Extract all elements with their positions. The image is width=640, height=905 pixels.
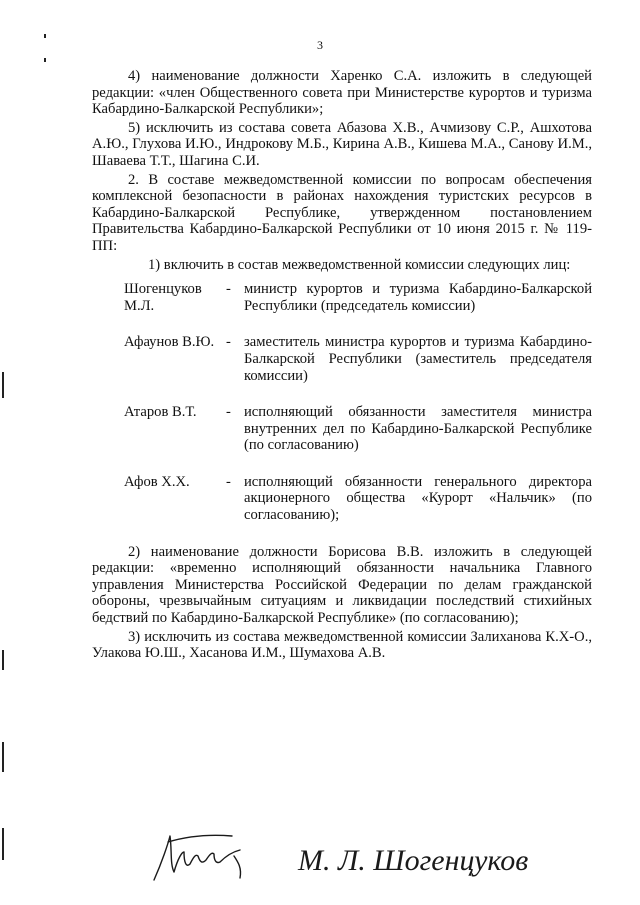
page-number: 3 (317, 38, 323, 52)
member-role: исполняющий обязанности заместителя министра внутренних дел по Кабардино-Балкарской Республике (по согласованию) (244, 404, 592, 454)
member-role: министр курортов и туризма Кабардино-Балкарской Республики (председатель комиссии) (244, 281, 592, 314)
member-role: заместитель министра курортов и туризма Кабардино-Балкарской Республики (заместитель председателя комиссии) (244, 334, 592, 384)
member-row (92, 404, 592, 454)
member-name: Атаров В.Т. (124, 404, 197, 421)
paragraph-item-4: 4) наименование должности Харенко С.А. изложить в следующей редакции: «член Общественного совета при Министерстве курортов и туризма Кабардино-Балкарской Республики»; (92, 68, 592, 118)
document-body (92, 68, 592, 664)
scan-mark (44, 58, 46, 62)
paragraph-section-2: 2. В составе межведомственной комиссии по вопросам обеспечения комплексной безопасности в районах нахождения туристских ресурсов в Кабардино-Балкарской Республике, утвержденном постановлением Правительства Кабардино-Балкарской Республики от 10 июня 2015 г. № 119-ПП: (92, 171, 592, 254)
margin-line (2, 372, 4, 398)
margin-line (2, 828, 4, 860)
member-name: Афов Х.Х. (124, 473, 190, 490)
member-dash: - (226, 281, 231, 298)
member-dash: - (226, 334, 231, 351)
margin-line (2, 650, 4, 670)
member-name: Шогенцуков М.Л. (124, 281, 202, 314)
handwritten-signature (148, 822, 588, 892)
member-role: исполняющий обязанности генерального директора акционерного общества «Курорт «Нальчик» (по согласованию); (244, 473, 592, 524)
paragraph-item-3: 3) исключить из состава межведомственной комиссии Залиханова К.Х-О., Улакова Ю.Ш., Хасанова И.М., Шумахова А.В. (92, 628, 592, 662)
scan-mark (44, 34, 46, 38)
member-row (92, 281, 592, 314)
margin-line (2, 742, 4, 772)
member-name: Афаунов В.Ю. (124, 334, 215, 351)
lead-in: 1) включить в состав межведомственной комиссии следующих лиц: (148, 256, 571, 273)
signature-name: М. Л. Шогенцуков (298, 844, 529, 877)
member-dash: - (226, 473, 231, 490)
member-dash: - (226, 404, 231, 421)
member-row (92, 334, 592, 384)
paragraph-item-2: 2) наименование должности Борисова В.В. изложить в следующей редакции: «временно исполняющий обязанности начальника Главного управления Министерства Российской Федерации по делам гражданской обороны, чрезвычайным ситуациям и ликвидации последствий стихийных бедствий по Кабардино-Балкарской Республике» (по согласованию); (92, 543, 592, 627)
paragraph-item-5: 5) исключить из состава совета Абазова Х.В., Ачмизову С.Р., Ашхотова А.Ю., Глухова И.Ю., Индрокову М.Б., Кирина А.В., Кишева М.А., Санову И.М., Шаваева Т.Т., Шагина С.И. (92, 119, 592, 169)
member-row (92, 474, 592, 524)
